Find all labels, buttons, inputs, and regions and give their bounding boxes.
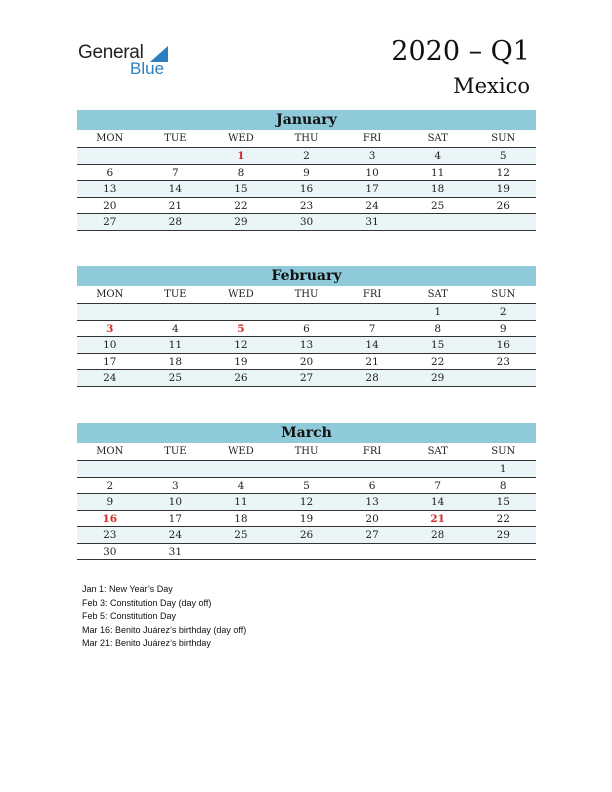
weekday-label: SAT — [427, 289, 448, 300]
day-cell — [470, 214, 536, 230]
weekday-label: MON — [96, 446, 124, 457]
day-cell: 10 — [168, 496, 183, 508]
week-row — [77, 511, 536, 528]
holiday-note: Mar 21: Benito Juárez’s birthday — [82, 638, 211, 649]
week-row — [77, 461, 536, 478]
day-cell — [274, 461, 340, 477]
month-february — [77, 266, 536, 387]
holiday-notes — [82, 583, 246, 651]
day-cell: 24 — [103, 372, 117, 384]
day-cell: 25 — [234, 529, 248, 541]
weekday-label: THU — [294, 446, 319, 457]
day-cell: 2 — [499, 306, 507, 318]
country-name: Mexico — [453, 74, 530, 98]
holiday-day-cell: 21 — [430, 512, 445, 525]
day-cell: 9 — [499, 322, 507, 335]
week-row — [77, 354, 536, 371]
weekday-label: SUN — [491, 446, 516, 457]
day-cell — [274, 544, 340, 560]
day-cell: 19 — [299, 512, 314, 525]
day-cell: 5 — [499, 150, 507, 162]
holiday-note: Mar 16: Benito Juárez’s birthday (day off) — [82, 624, 247, 635]
weekday-label: FRI — [362, 446, 382, 457]
day-cell: 6 — [303, 322, 310, 335]
day-cell: 23 — [496, 355, 510, 368]
day-cell: 29 — [430, 372, 445, 384]
day-cell: 16 — [299, 183, 314, 195]
day-cell: 31 — [168, 545, 183, 558]
day-cell: 25 — [168, 372, 183, 384]
day-cell: 15 — [430, 339, 445, 351]
day-cell — [208, 544, 274, 560]
day-cell — [470, 544, 536, 560]
day-cell: 28 — [430, 529, 445, 541]
day-cell: 30 — [103, 545, 117, 558]
weekday-label: MON — [96, 289, 124, 300]
day-cell: 27 — [103, 216, 117, 228]
page-title: 2020 – Q1 — [391, 36, 530, 67]
week-row — [77, 527, 536, 544]
holiday-day-cell: 16 — [102, 512, 118, 525]
day-cell: 22 — [234, 199, 248, 212]
day-cell: 29 — [234, 216, 248, 228]
day-cell: 8 — [434, 322, 442, 335]
day-cell — [405, 461, 471, 477]
day-cell: 11 — [168, 339, 183, 351]
day-cell: 20 — [365, 512, 379, 525]
weekday-label: TUE — [164, 446, 187, 457]
day-cell: 23 — [103, 529, 117, 541]
day-cell: 2 — [106, 479, 114, 492]
holiday-day-cell: 5 — [237, 322, 245, 335]
day-cell: 24 — [168, 529, 183, 541]
month-title: January — [77, 110, 536, 130]
holiday-note: Feb 3: Constitution Day (day off) — [82, 597, 212, 608]
day-cell: 23 — [299, 199, 314, 212]
day-cell: 19 — [234, 355, 248, 368]
weekday-label: MON — [96, 133, 124, 144]
day-cell — [274, 304, 340, 320]
day-cell: 14 — [430, 496, 445, 508]
day-cell — [77, 148, 143, 164]
day-cell — [405, 544, 471, 560]
day-cell: 15 — [496, 496, 510, 508]
day-cell: 7 — [368, 322, 376, 335]
day-cell: 13 — [365, 496, 379, 508]
weekday-label: THU — [294, 133, 319, 144]
weekday-label: THU — [294, 289, 319, 300]
day-cell — [143, 304, 209, 320]
weekday-header-row — [77, 130, 536, 148]
day-cell: 25 — [430, 199, 445, 212]
week-row — [77, 148, 536, 165]
day-cell: 7 — [434, 479, 442, 492]
day-cell: 18 — [234, 512, 248, 525]
day-cell: 9 — [106, 496, 114, 508]
day-cell: 9 — [303, 166, 310, 179]
weekday-label: TUE — [164, 289, 187, 300]
weekday-header-row — [77, 286, 536, 304]
day-cell — [143, 461, 209, 477]
day-cell: 26 — [299, 529, 314, 541]
day-cell: 11 — [430, 166, 445, 179]
day-cell: 6 — [106, 166, 114, 179]
day-cell: 21 — [365, 355, 379, 368]
month-january — [77, 110, 536, 231]
day-cell: 10 — [103, 339, 117, 351]
day-cell: 29 — [496, 529, 510, 541]
day-cell: 31 — [365, 216, 379, 228]
day-cell: 20 — [103, 199, 117, 212]
day-cell: 12 — [496, 166, 510, 179]
weekday-label: SUN — [491, 133, 516, 144]
day-cell: 21 — [168, 199, 183, 212]
day-cell: 8 — [499, 479, 507, 492]
day-cell: 18 — [430, 183, 445, 195]
day-cell — [405, 214, 471, 230]
week-row — [77, 165, 536, 182]
day-cell — [339, 544, 405, 560]
day-cell — [208, 304, 274, 320]
day-cell: 17 — [168, 512, 183, 525]
day-cell: 13 — [299, 339, 314, 351]
weekday-label: WED — [228, 133, 254, 144]
week-row — [77, 370, 536, 387]
day-cell: 8 — [237, 166, 245, 179]
day-cell: 26 — [496, 199, 510, 212]
day-cell: 11 — [234, 496, 248, 508]
day-cell — [470, 370, 536, 386]
weekday-header-row — [77, 443, 536, 461]
weekday-label: WED — [228, 289, 254, 300]
day-cell: 28 — [168, 216, 183, 228]
weekday-label: WED — [228, 446, 254, 457]
day-cell: 14 — [168, 183, 183, 195]
day-cell: 16 — [496, 339, 510, 351]
day-cell: 24 — [365, 199, 379, 212]
day-cell: 22 — [496, 512, 510, 525]
day-cell: 19 — [496, 183, 510, 195]
day-cell: 15 — [234, 183, 248, 195]
holiday-day-cell: 3 — [106, 322, 114, 335]
day-cell — [339, 461, 405, 477]
day-cell — [77, 304, 143, 320]
logo — [78, 40, 178, 80]
month-march — [77, 423, 536, 560]
month-title: February — [77, 266, 536, 286]
weekday-label: FRI — [362, 133, 382, 144]
day-cell: 27 — [299, 372, 314, 384]
week-row — [77, 181, 536, 198]
week-row — [77, 304, 536, 321]
day-cell: 13 — [103, 183, 117, 195]
day-cell: 12 — [299, 496, 314, 508]
day-cell: 17 — [103, 355, 117, 368]
day-cell — [77, 461, 143, 477]
week-row — [77, 478, 536, 495]
day-cell: 27 — [365, 529, 379, 541]
logo-blue-text: Blue — [130, 59, 165, 78]
day-cell: 2 — [303, 150, 310, 162]
week-row — [77, 198, 536, 215]
logo-general-text: General — [78, 42, 144, 63]
weekday-label: SAT — [427, 446, 448, 457]
day-cell: 6 — [368, 479, 376, 492]
week-row — [77, 321, 536, 338]
day-cell: 4 — [237, 479, 245, 492]
week-row — [77, 494, 536, 511]
weekday-label: TUE — [164, 133, 187, 144]
day-cell: 1 — [434, 306, 442, 318]
day-cell: 30 — [299, 216, 314, 228]
day-cell: 7 — [172, 166, 179, 179]
week-row — [77, 337, 536, 354]
day-cell: 22 — [430, 355, 445, 368]
day-cell: 17 — [365, 183, 379, 195]
day-cell — [339, 304, 405, 320]
day-cell: 5 — [303, 479, 310, 492]
day-cell: 4 — [434, 150, 442, 162]
weekday-label: SAT — [427, 133, 448, 144]
holiday-note: Feb 5: Constitution Day — [82, 611, 177, 622]
holiday-day-cell: 1 — [237, 150, 245, 162]
week-row — [77, 214, 536, 231]
day-cell: 4 — [172, 322, 179, 335]
day-cell — [208, 461, 274, 477]
holiday-note: Jan 1: New Year’s Day — [82, 584, 173, 594]
day-cell: 20 — [299, 355, 314, 368]
day-cell: 12 — [234, 339, 248, 351]
day-cell: 18 — [168, 355, 183, 368]
day-cell: 28 — [365, 372, 379, 384]
weekday-label: SUN — [491, 289, 516, 300]
month-title: March — [77, 423, 536, 443]
day-cell: 14 — [365, 339, 379, 351]
day-cell: 3 — [368, 150, 376, 162]
day-cell: 3 — [172, 479, 179, 492]
day-cell: 1 — [499, 463, 507, 475]
weekday-label: FRI — [362, 289, 382, 300]
day-cell: 10 — [365, 166, 379, 179]
week-row — [77, 544, 536, 561]
day-cell — [143, 148, 209, 164]
day-cell: 26 — [234, 372, 248, 384]
